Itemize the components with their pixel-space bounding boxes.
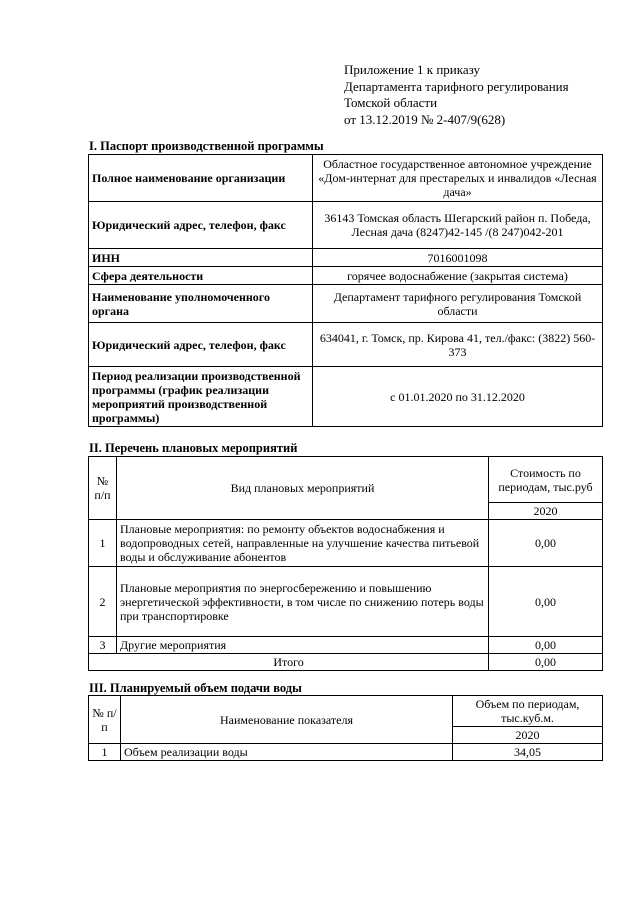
table-row — [89, 567, 603, 637]
table-row — [89, 202, 603, 249]
col-header-year: 2020 — [489, 503, 603, 520]
col-header-cost: Стоимость по периодам, тыс.руб — [489, 457, 603, 503]
row-num: 1 — [89, 520, 117, 567]
passport-value: 7016001098 — [313, 249, 603, 267]
passport-value: Областное государственное автономное учреждение «Дом-интернат для престарелых и инвалидов «Лесная дача» — [313, 155, 603, 202]
passport-value: горячее водоснабжение (закрытая система) — [313, 267, 603, 285]
annex-line: от 13.12.2019 № 2-407/9(628) — [344, 111, 506, 127]
section1-title: I. Паспорт производственной программы — [89, 139, 324, 153]
col-header-num: № п/п — [89, 696, 121, 744]
section3-title: III. Планируемый объем подачи воды — [89, 681, 302, 695]
passport-key: Сфера деятельности — [89, 267, 313, 285]
passport-key: Полное наименование организации — [89, 155, 313, 202]
row-name: Другие мероприятия — [117, 637, 489, 654]
passport-value: Департамент тарифного регулирования Томской области — [313, 285, 603, 323]
total-value: 0,00 — [489, 654, 603, 671]
row-name: Плановые мероприятия по энергосбережению и повышению энергетической эффективности, в том числе по снижению потерь воды при транспортировке — [117, 567, 489, 637]
passport-key: Период реализации производственной программы (график реализации мероприятий производственной программы) — [89, 367, 313, 427]
table-header-row — [89, 696, 603, 727]
passport-value: 36143 Томская область Шегарский район п. Победа, Лесная дача (8247)42-145 /(8 247)042-201 — [313, 202, 603, 249]
row-name: Объем реализации воды — [121, 744, 453, 761]
table-row — [89, 637, 603, 654]
passport-value: 634041, г. Томск, пр. Кирова 41, тел./факс: (3822) 560-373 — [313, 323, 603, 367]
col-header-volume: Объем по периодам, тыс.куб.м. — [453, 696, 603, 727]
row-name: Плановые мероприятия: по ремонту объектов водоснабжения и водопроводных сетей, направленные на улучшение качества питьевой воды и обслуживание абонентов — [117, 520, 489, 567]
passport-key: ИНН — [89, 249, 313, 267]
row-num: 2 — [89, 567, 117, 637]
annex-header — [344, 62, 624, 128]
measures-table — [88, 456, 603, 671]
table-row — [89, 249, 603, 267]
col-header-year: 2020 — [453, 727, 603, 744]
passport-value: с 01.01.2020 по 31.12.2020 — [313, 367, 603, 427]
passport-key: Наименование уполномоченного органа — [89, 285, 313, 323]
passport-key: Юридический адрес, телефон, факс — [89, 323, 313, 367]
total-row — [89, 654, 603, 671]
table-row — [89, 267, 603, 285]
table-row — [89, 520, 603, 567]
row-num: 1 — [89, 744, 121, 761]
row-value: 0,00 — [489, 520, 603, 567]
row-num: 3 — [89, 637, 117, 654]
water-volume-table — [88, 695, 603, 761]
row-value: 0,00 — [489, 567, 603, 637]
table-header-row — [89, 457, 603, 503]
table-row — [89, 285, 603, 323]
table-row — [89, 367, 603, 427]
table-row — [89, 744, 603, 761]
row-value: 0,00 — [489, 637, 603, 654]
col-header-name: Наименование показателя — [121, 696, 453, 744]
col-header-name: Вид плановых мероприятий — [117, 457, 489, 520]
col-header-num: № п/п — [89, 457, 117, 520]
annex-line: Томской области — [344, 95, 438, 110]
table-row — [89, 155, 603, 202]
annex-line: Приложение 1 к приказу — [344, 62, 481, 77]
passport-key: Юридический адрес, телефон, факс — [89, 202, 313, 249]
row-value: 34,05 — [453, 744, 603, 761]
annex-line: Департамента тарифного регулирования — [344, 78, 569, 94]
section2-title: II. Перечень плановых мероприятий — [89, 441, 298, 455]
table-row — [89, 323, 603, 367]
passport-table — [88, 154, 603, 427]
total-label: Итого — [89, 654, 489, 671]
